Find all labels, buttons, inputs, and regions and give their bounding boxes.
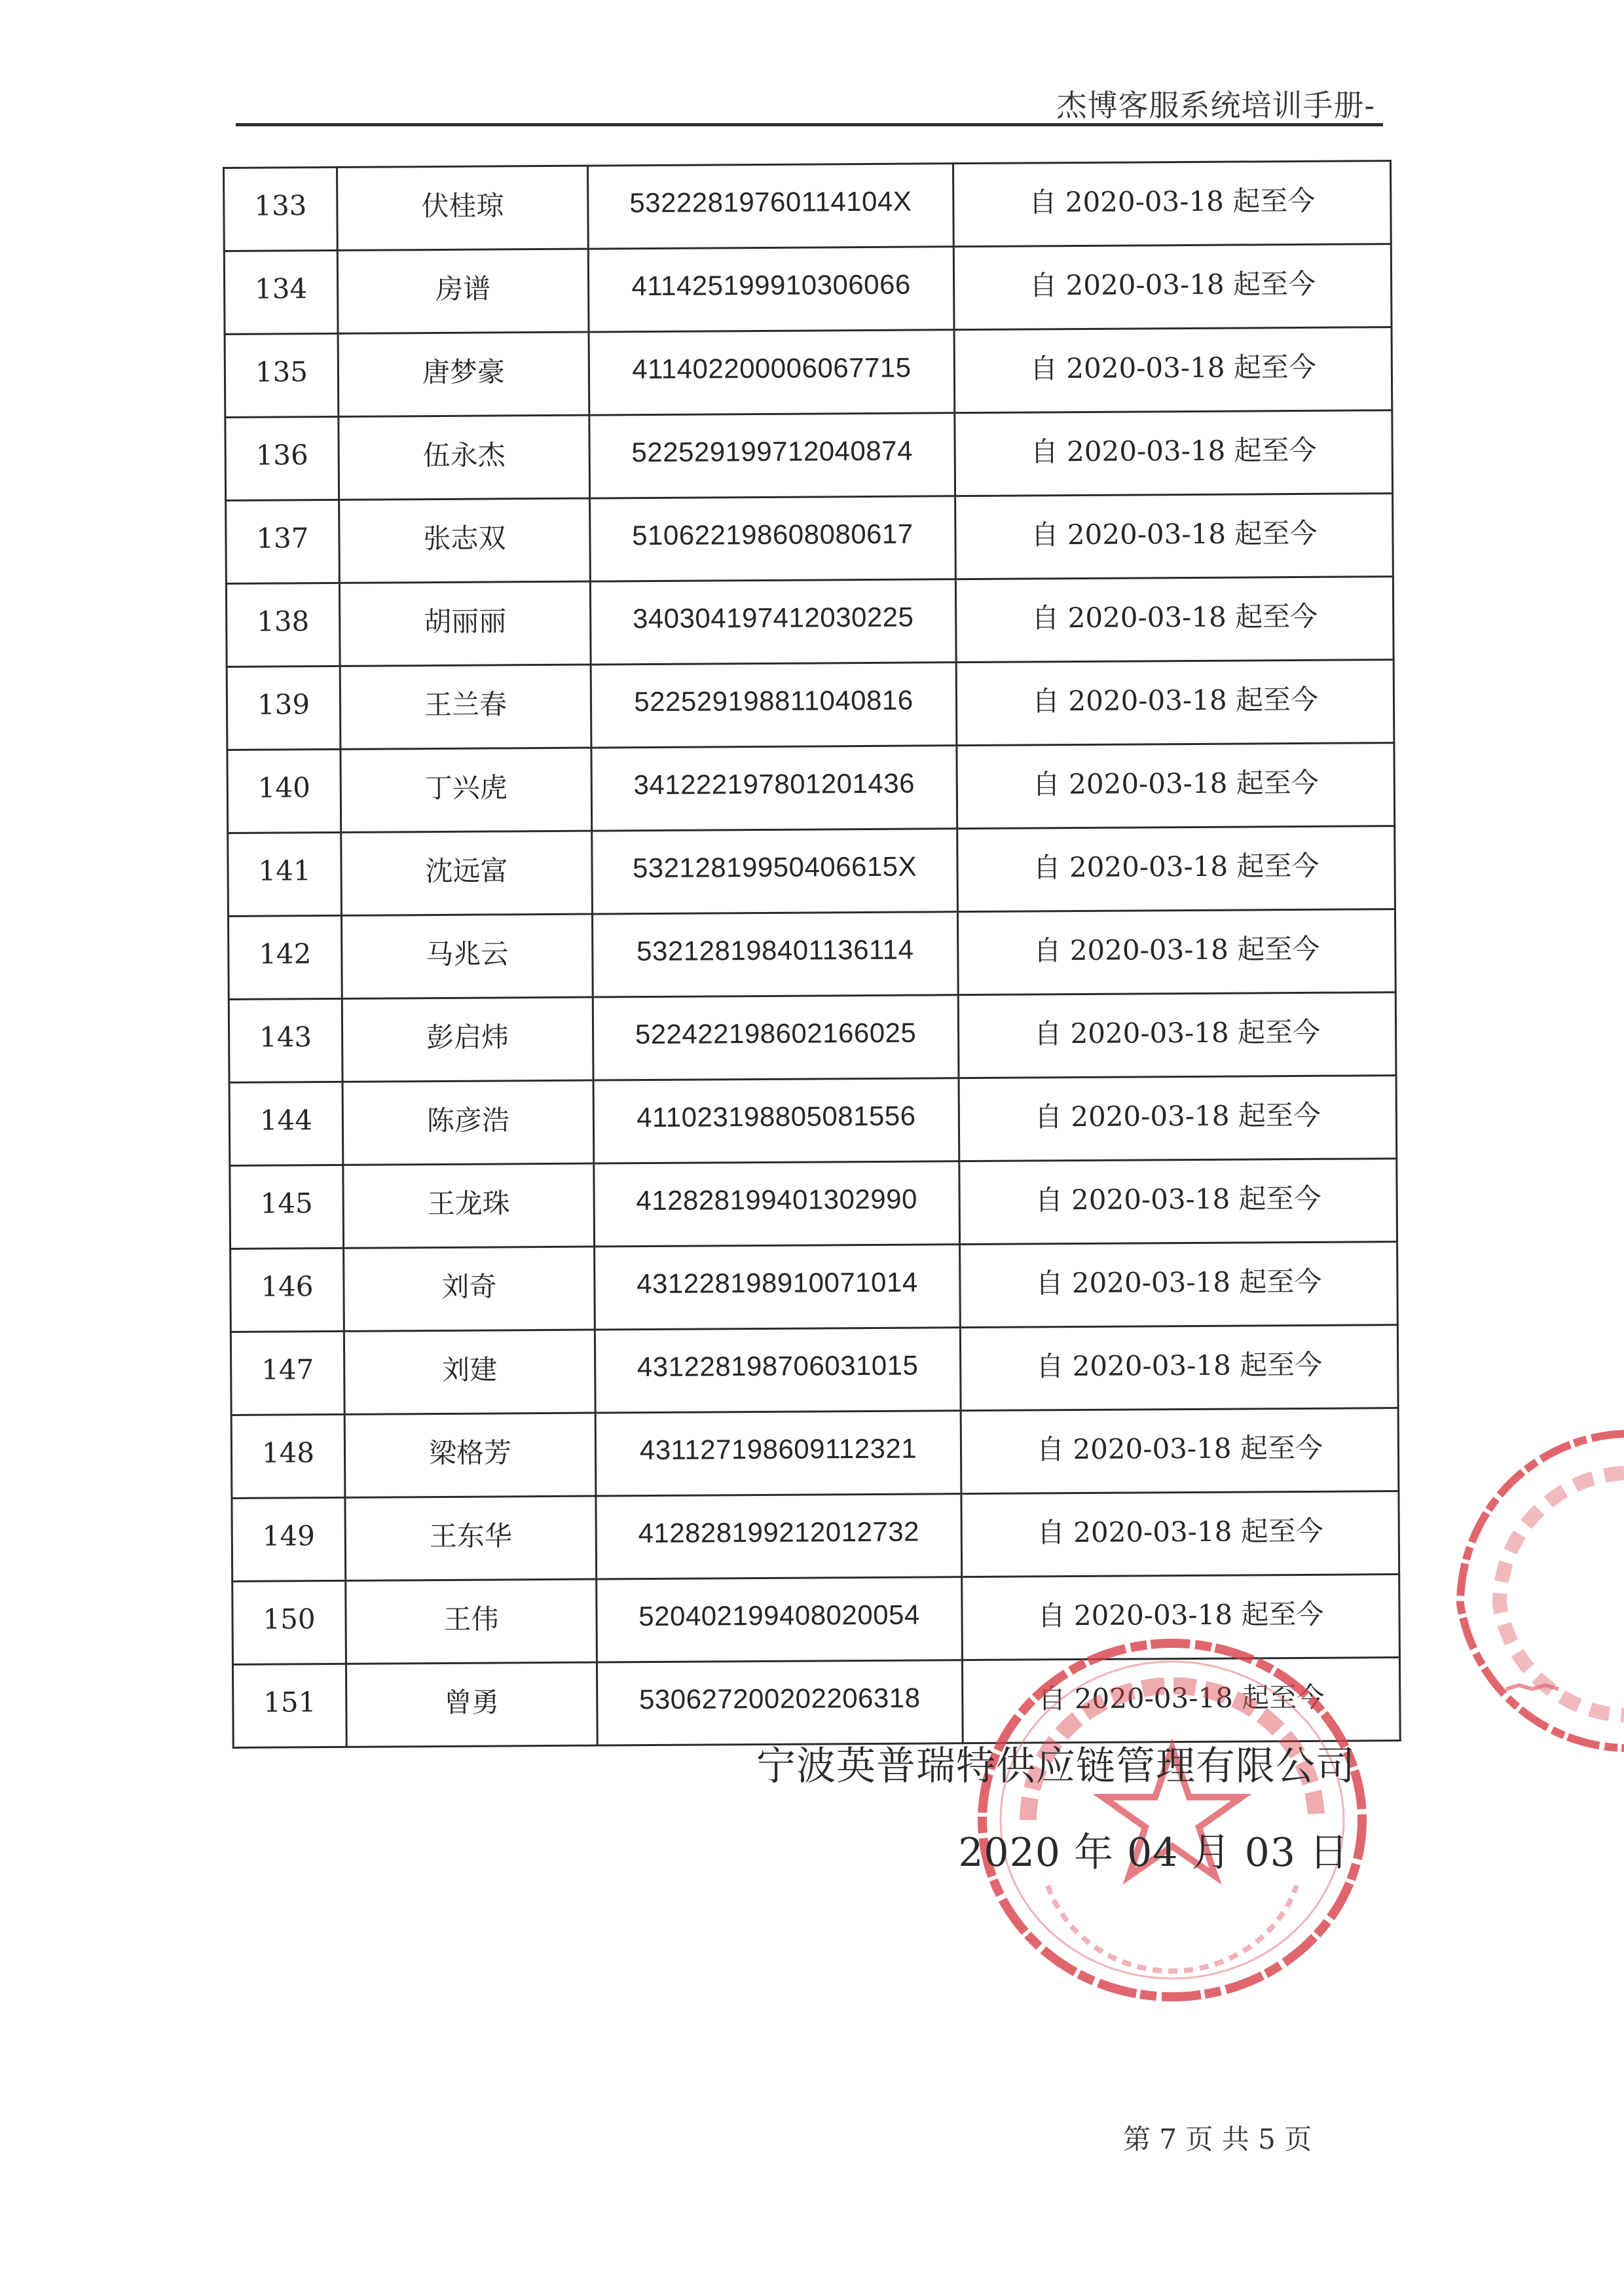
employment-period: 自 2020-03-18 起至今 — [960, 1242, 1398, 1328]
table-row — [229, 1076, 1397, 1166]
person-name: 伍永杰 — [339, 415, 590, 500]
row-number: 149 — [232, 1497, 346, 1581]
person-name: 马兆云 — [341, 914, 593, 998]
table-row — [231, 1325, 1398, 1415]
person-name: 王龙珠 — [343, 1163, 595, 1248]
table-row — [230, 1159, 1397, 1249]
employment-period: 自 2020-03-18 起至今 — [957, 826, 1395, 912]
table-row — [231, 1242, 1398, 1332]
row-number: 150 — [232, 1580, 346, 1664]
id-number: 411023198805081556 — [593, 1078, 959, 1163]
table-row — [224, 244, 1392, 335]
person-name: 胡丽丽 — [339, 581, 591, 666]
id-number: 522529198811040816 — [591, 663, 957, 748]
header-rule — [236, 123, 1383, 126]
id-number: 431127198609112321 — [595, 1411, 961, 1496]
signature-date: 2020 年 04 月 03 日 — [958, 1830, 1349, 1876]
row-number: 143 — [229, 998, 342, 1082]
roster-table — [223, 160, 1401, 1749]
row-number: 136 — [225, 416, 339, 500]
person-name: 丁兴虎 — [341, 748, 592, 832]
row-number: 140 — [227, 749, 341, 833]
id-number: 412828199212012732 — [596, 1494, 962, 1579]
company-seal — [956, 1624, 1388, 2016]
table-row — [225, 410, 1393, 501]
employment-period: 自 2020-03-18 起至今 — [957, 909, 1395, 995]
row-number: 142 — [228, 915, 342, 999]
id-number: 340304197412030225 — [590, 579, 956, 665]
row-number: 147 — [231, 1331, 344, 1415]
id-number: 530627200202206318 — [597, 1660, 963, 1745]
roster-table-body — [224, 161, 1401, 1748]
id-number: 341222197801201436 — [591, 746, 957, 831]
id-number: 412828199401302990 — [594, 1161, 960, 1247]
employment-period: 自 2020-03-18 起至今 — [958, 993, 1396, 1078]
person-name: 沈远富 — [341, 831, 593, 915]
id-number: 53212819950406615X — [592, 829, 958, 914]
row-number: 146 — [231, 1248, 344, 1332]
table-row — [228, 909, 1395, 1000]
table-row — [231, 1408, 1399, 1499]
employment-period: 自 2020-03-18 起至今 — [959, 1159, 1397, 1245]
row-number: 148 — [231, 1414, 345, 1498]
row-number: 138 — [226, 583, 340, 666]
person-name: 刘建 — [344, 1330, 595, 1414]
row-number: 144 — [229, 1082, 343, 1165]
id-number: 431228198706031015 — [595, 1328, 961, 1413]
person-name: 伏桂琼 — [337, 166, 589, 250]
person-name: 王兰春 — [340, 665, 591, 749]
employment-period: 自 2020-03-18 起至今 — [955, 577, 1393, 663]
person-name: 王东华 — [345, 1496, 597, 1580]
row-number: 135 — [225, 333, 339, 417]
page-number: 第 7 页 共 5 页 — [1123, 2123, 1312, 2155]
row-number: 134 — [224, 250, 338, 334]
table-row — [232, 1491, 1399, 1582]
id-number: 53222819760114104X — [587, 164, 953, 249]
employment-period: 自 2020-03-18 起至今 — [953, 244, 1392, 330]
table-row — [226, 577, 1393, 667]
row-number: 139 — [227, 666, 341, 750]
employment-period: 自 2020-03-18 起至今 — [956, 660, 1394, 746]
table-row — [225, 327, 1392, 418]
employment-period: 自 2020-03-18 起至今 — [953, 161, 1391, 247]
row-number: 133 — [224, 167, 338, 251]
table-row — [227, 743, 1395, 833]
row-number: 151 — [232, 1664, 346, 1747]
employment-period: 自 2020-03-18 起至今 — [962, 1575, 1400, 1660]
row-number: 145 — [230, 1165, 344, 1248]
id-number: 522529199712040874 — [589, 413, 955, 498]
id-number: 520402199408020054 — [597, 1577, 963, 1662]
employment-period: 自 2020-03-18 起至今 — [959, 1076, 1397, 1161]
person-name: 曾勇 — [346, 1662, 597, 1747]
person-name: 张志双 — [339, 498, 591, 583]
table-row — [227, 660, 1394, 750]
employment-period: 自 2020-03-18 起至今 — [957, 743, 1395, 829]
id-number: 522422198602166025 — [593, 995, 959, 1080]
id-number: 411402200006067715 — [589, 330, 955, 415]
person-name: 梁格芳 — [344, 1413, 596, 1497]
table-row — [229, 993, 1396, 1083]
employment-period: 自 2020-03-18 起至今 — [960, 1325, 1398, 1411]
table-row — [228, 826, 1395, 917]
roster-table-wrapper — [223, 160, 1401, 1749]
edge-seal — [1408, 1408, 1624, 1761]
employment-period: 自 2020-03-18 起至今 — [961, 1491, 1399, 1577]
table-row — [224, 161, 1392, 251]
header-title: 杰博客服系统培训手册- — [1056, 88, 1375, 123]
table-row — [226, 494, 1393, 584]
person-name: 彭启炜 — [342, 997, 593, 1082]
id-number: 532128198401136114 — [592, 912, 958, 997]
employment-period: 自 2020-03-18 起至今 — [961, 1408, 1399, 1494]
id-number: 411425199910306066 — [588, 247, 954, 332]
company-name: 宁波英普瑞特供应链管理有限公司 — [756, 1743, 1356, 1789]
row-number: 137 — [226, 500, 340, 583]
person-name: 房谱 — [337, 249, 589, 333]
row-number: 141 — [228, 832, 342, 916]
employment-period: 自 2020-03-18 起至今 — [955, 410, 1393, 496]
employment-period: 自 2020-03-18 起至今 — [954, 327, 1392, 413]
id-number: 431228198910071014 — [595, 1245, 961, 1330]
id-number: 510622198608080617 — [590, 496, 956, 581]
employment-period: 自 2020-03-18 起至今 — [955, 494, 1393, 579]
person-name: 刘奇 — [344, 1247, 595, 1331]
person-name: 陈彦浩 — [342, 1080, 594, 1165]
person-name: 唐梦豪 — [338, 332, 589, 416]
employment-period: 自 2020-03-18 起至今 — [962, 1658, 1400, 1743]
person-name: 王伟 — [346, 1579, 597, 1664]
